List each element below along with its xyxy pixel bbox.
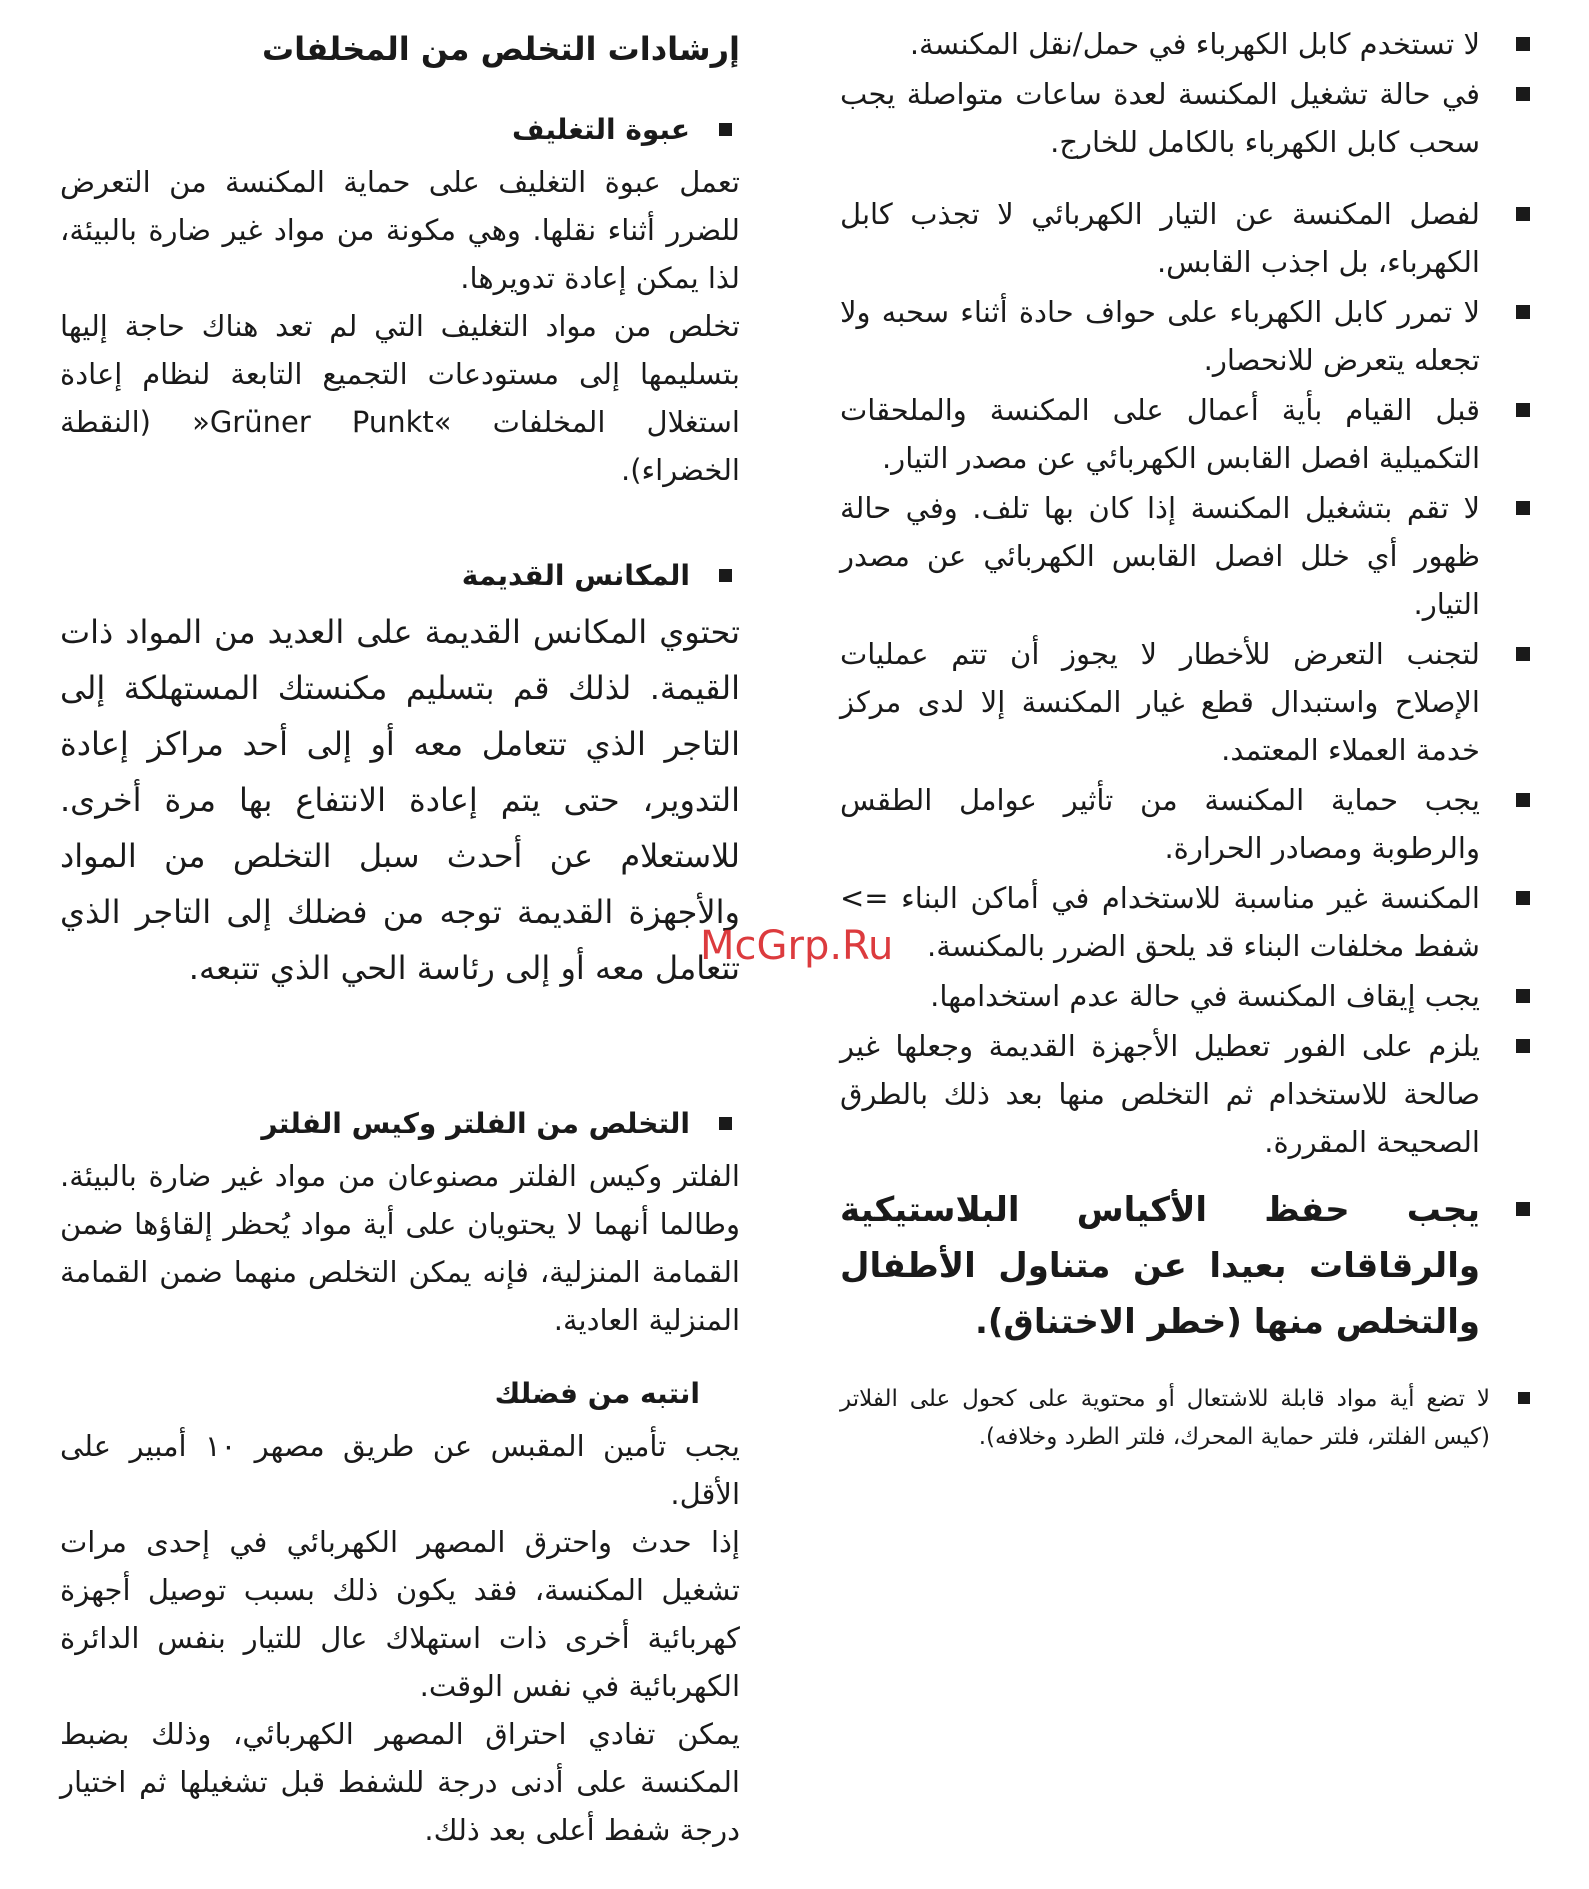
disposal-column xyxy=(60,0,740,1874)
paragraph: يجب تأمين المقبس عن طريق مصهر ١٠ أمبير على الأقل. xyxy=(60,1429,740,1511)
safety-bullet: لا تستخدم كابل الكهرباء في حمل/نقل المكنسة. xyxy=(840,20,1530,68)
bullet-square-icon xyxy=(1516,1202,1530,1216)
old-vacuums-section xyxy=(60,554,740,996)
paragraph: تحتوي المكانس القديمة على العديد من المواد ذات القيمة. لذلك قم بتسليم مكنستك المستهلكة إلى التاجر الذي تتعامل معه أو إلى أحد مراكز إعادة التدوير، حتى يتم إعادة الانتفاع بها مرة أخرى. للاستعلام عن أحدث سبل التخلص من المواد والأجهزة القديمة توجه من فضلك إلى التاجر الذي تتعامل معه أو إلى رئاسة الحي الذي تتبعه. xyxy=(60,613,740,987)
section-heading: عبوة التغليف xyxy=(60,108,740,152)
safety-bullet-list xyxy=(840,20,1530,1456)
section-heading: التخلص من الفلتر وكيس الفلتر xyxy=(60,1102,740,1146)
page-title: إرشادات التخلص من المخلفات xyxy=(261,30,740,68)
bullet-square-icon xyxy=(1516,305,1530,319)
watermark: McGrp.Ru xyxy=(700,923,894,969)
bullet-square-icon xyxy=(719,1117,732,1130)
bullet-square-icon xyxy=(1516,207,1530,221)
bullet-square-icon xyxy=(1516,793,1530,807)
filter-disposal-section xyxy=(60,1102,740,1344)
bullet-square-icon xyxy=(719,569,732,582)
safety-bullet: يلزم على الفور تعطيل الأجهزة القديمة وجعلها غير صالحة للاستخدام ثم التخلص منها بعد ذلك بالطرق الصحيحة المقررة. xyxy=(840,1022,1530,1166)
bullet-square-icon xyxy=(1518,1392,1530,1404)
safety-bullet: لا تمرر كابل الكهرباء على حواف حادة أثناء سحبه ولا تجعله يتعرض للانحصار. xyxy=(840,288,1530,384)
suffocation-warning: يجب حفظ الأكياس البلاستيكية والرقاقات بعيدا عن متناول الأطفال والتخلص منها (خطر الاختناق). xyxy=(840,1182,1530,1350)
bullet-square-icon xyxy=(1516,403,1530,417)
safety-bullet: في حالة تشغيل المكنسة لعدة ساعات متواصلة يجب سحب كابل الكهرباء بالكامل للخارج. xyxy=(840,70,1530,166)
paragraph: تعمل عبوة التغليف على حماية المكنسة من التعرض للضرر أثناء نقلها. وهي مكونة من مواد غير ضارة بالبيئة، لذا يمكن إعادة تدويرها. xyxy=(60,165,740,295)
paragraph: يمكن تفادي احتراق المصهر الكهربائي، وذلك بضبط المكنسة على أدنى درجة للشفط قبل تشغيلها ثم اختيار درجة شفط أعلى بعد ذلك. xyxy=(60,1717,740,1847)
bullet-square-icon xyxy=(719,123,732,136)
paragraph: تخلص من مواد التغليف التي لم تعد هناك حاجة إليها بتسليمها إلى مستودعات التجميع التابعة لنظام إعادة استغلال المخلفات »Grüner Punkt« (النقطة الخضراء). xyxy=(60,309,740,487)
safety-bullet: لا تقم بتشغيل المكنسة إذا كان بها تلف. وفي حالة ظهور أي خلل افصل القابس الكهربائي عن مصدر التيار. xyxy=(840,484,1530,628)
bullet-square-icon xyxy=(1516,647,1530,661)
green-dot-name: Grüner Punkt xyxy=(209,405,434,439)
bullet-square-icon xyxy=(1516,891,1530,905)
safety-bullet: يجب حماية المكنسة من تأثير عوامل الطقس والرطوبة ومصادر الحرارة. xyxy=(840,776,1530,872)
bullet-square-icon xyxy=(1516,37,1530,51)
paragraph: إذا حدث واحترق المصهر الكهربائي في إحدى مرات تشغيل المكنسة، فقد يكون ذلك بسبب توصيل أجهزة كهربائية أخرى ذات استهلاك عال للتيار بنفس الدائرة الكهربائية في نفس الوقت. xyxy=(60,1525,740,1703)
safety-bullet: يجب إيقاف المكنسة في حالة عدم استخدامها. xyxy=(840,972,1530,1020)
paragraph: الفلتر وكيس الفلتر مصنوعان من مواد غير ضارة بالبيئة. وطالما أنهما لا يحتويان على أية مواد يُحظر إلقاؤها ضمن القمامة المنزلية، فإنه يمكن التخلص منهما ضمن القمامة المنزلية العادية. xyxy=(60,1159,740,1337)
safety-instructions-column xyxy=(840,0,1530,1458)
safety-bullet: لتجنب التعرض للأخطار لا يجوز أن تتم عمليات الإصلاح واستبدال قطع غيار المكنسة إلا لدى مركز خدمة العملاء المعتمد. xyxy=(840,630,1530,774)
safety-bullet: لفصل المكنسة عن التيار الكهربائي لا تجذب كابل الكهرباء، بل اجذب القابس. xyxy=(840,190,1530,286)
bullet-square-icon xyxy=(1516,1039,1530,1053)
bullet-square-icon xyxy=(1516,501,1530,515)
safety-bullet: المكنسة غير مناسبة للاستخدام في أماكن البناء => شفط مخلفات البناء قد يلحق الضرر بالمكنسة. xyxy=(840,874,1530,970)
notice-section xyxy=(60,1374,740,1854)
flammable-warning: لا تضع أية مواد قابلة للاشتعال أو محتوية على كحول على الفلاتر (كيس الفلتر، فلتر حماية المحرك، فلتر الطرد وخلافه). xyxy=(840,1380,1530,1456)
bullet-square-icon xyxy=(1516,989,1530,1003)
packaging-section xyxy=(60,108,740,494)
notice-heading: انتبه من فضلك xyxy=(494,1377,700,1410)
safety-bullet: قبل القيام بأية أعمال على المكنسة والملحقات التكميلية افصل القابس الكهربائي عن مصدر التيار. xyxy=(840,386,1530,482)
bullet-square-icon xyxy=(1516,87,1530,101)
section-heading: المكانس القديمة xyxy=(60,554,740,598)
